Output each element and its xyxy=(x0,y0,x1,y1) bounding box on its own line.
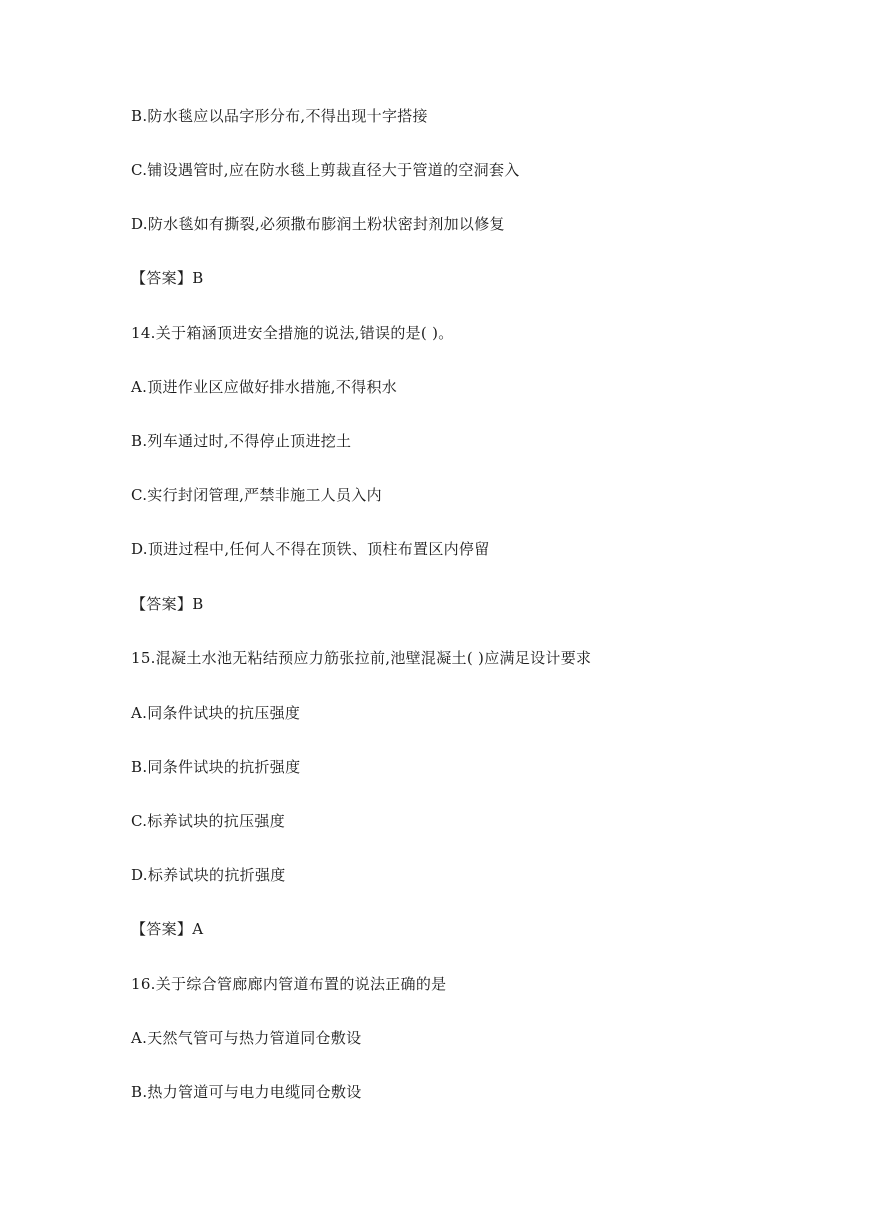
option-a-q16: A.天然气管可与热力管道同仓敷设 xyxy=(131,1029,362,1047)
option-a-q15: A.同条件试块的抗压强度 xyxy=(131,704,301,722)
option-c-q13: C.铺设遇管时,应在防水毯上剪裁直径大于管道的空洞套入 xyxy=(131,161,520,179)
option-a-q14: A.顶进作业区应做好排水措施,不得积水 xyxy=(131,378,398,396)
question-15: 15.混凝土水池无粘结预应力筋张拉前,池壁混凝土( )应满足设计要求 xyxy=(131,649,592,667)
option-d-q15: D.标养试块的抗折强度 xyxy=(131,866,286,884)
option-c-q14: C.实行封闭管理,严禁非施工人员入内 xyxy=(131,486,382,504)
question-14: 14.关于箱涵顶进安全措施的说法,错误的是( )。 xyxy=(131,324,454,342)
answer-q14: 【答案】B xyxy=(131,595,204,613)
answer-q13: 【答案】B xyxy=(131,269,204,287)
option-b-q16: B.热力管道可与电力电缆同仓敷设 xyxy=(131,1083,362,1101)
answer-q15: 【答案】A xyxy=(131,920,204,938)
option-b-q13: B.防水毯应以品字形分布,不得出现十字搭接 xyxy=(131,107,428,125)
question-16: 16.关于综合管廊廊内管道布置的说法正确的是 xyxy=(131,975,447,993)
option-d-q14: D.顶进过程中,任何人不得在顶铁、顶柱布置区内停留 xyxy=(131,540,490,558)
option-c-q15: C.标养试块的抗压强度 xyxy=(131,812,286,830)
option-b-q14: B.列车通过时,不得停止顶进挖土 xyxy=(131,432,352,450)
option-b-q15: B.同条件试块的抗折强度 xyxy=(131,758,301,776)
option-d-q13: D.防水毯如有撕裂,必须撒布膨润土粉状密封剂加以修复 xyxy=(131,215,505,233)
